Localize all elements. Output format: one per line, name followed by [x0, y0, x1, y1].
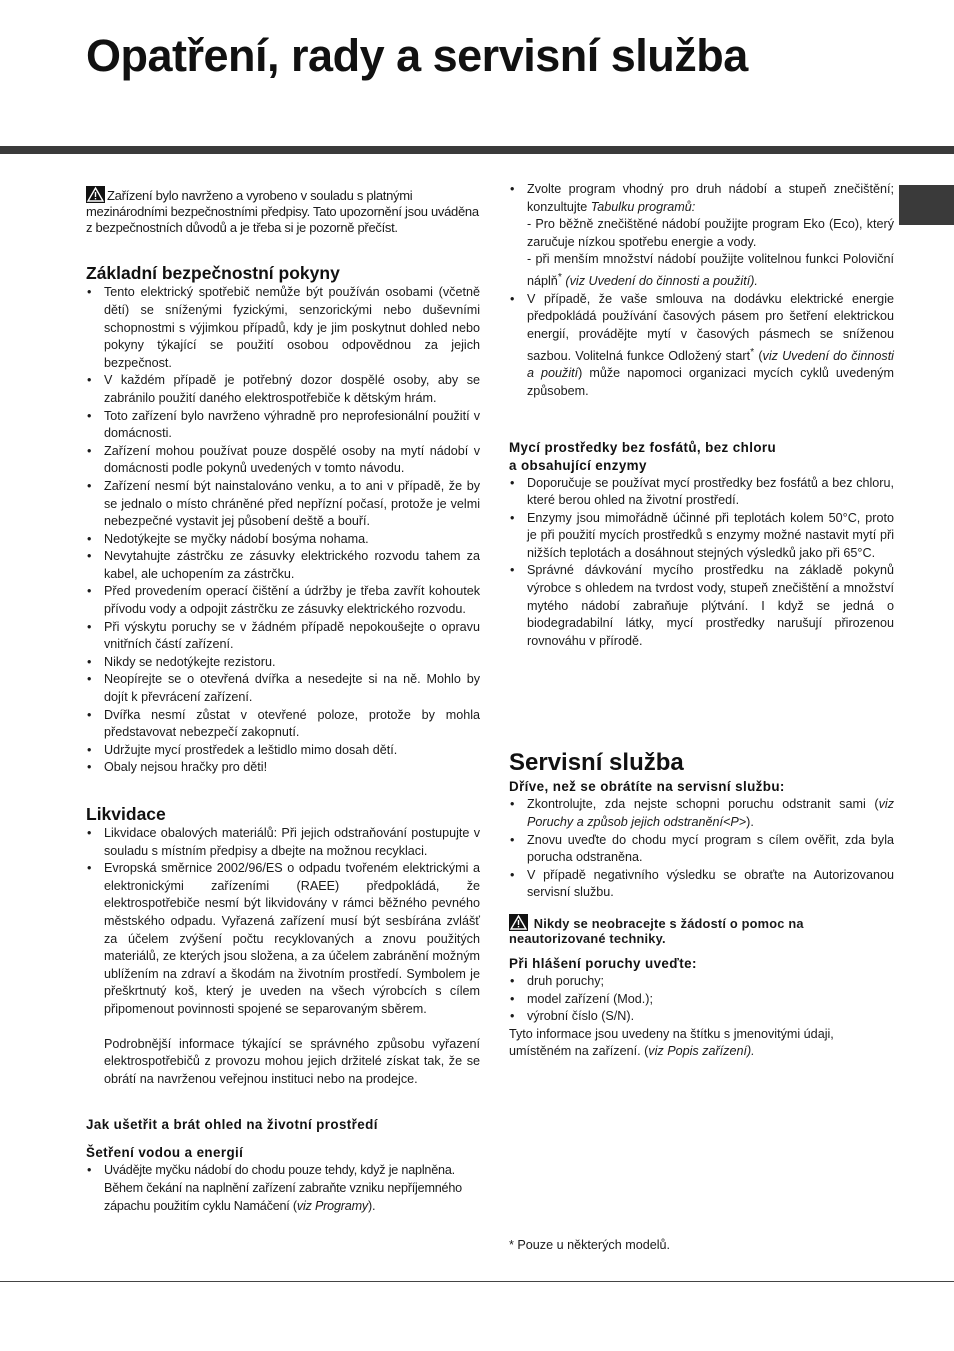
- list-item: • výrobní číslo (S/N).: [509, 1008, 894, 1026]
- half-load-text: [527, 251, 894, 290]
- operation-reference: (viz Uvedení do činnosti a použití).: [561, 274, 758, 289]
- intro-text: Zařízení bylo navrženo a vyrobeno v souladu s platnými mezinárodními bezpečnostními předpisy. Tato upozornění jsou uváděna z bezpečnostních důvodů a je třeba si je pozorně přečíst.: [86, 188, 479, 235]
- service-heading: Servisní služba: [509, 749, 684, 777]
- list-item: • Toto zařízení bylo navrženo výhradně pro neprofesionální použití v domácnosti.: [86, 408, 480, 443]
- list-item: • Neopírejte se o otevřená dvířka a nesedejte si na ně. Mohlo by dojít k převrácení zařízení.: [86, 671, 480, 706]
- list-item: • Udržujte mycí prostředek a leštidlo mimo dosah dětí.: [86, 742, 480, 760]
- disposal-heading: Likvidace: [86, 804, 166, 825]
- environment-heading: Jak ušetřit a brát ohled na životní prostředí: [86, 1117, 378, 1133]
- report-heading: Při hlášení poruchy uveďte:: [509, 956, 697, 971]
- troubleshooting-reference: viz Poruchy a způsob jejich odstranění<P>: [527, 797, 894, 830]
- environment-item1-text: Uvádějte myčku nádobí do chodu pouze tehdy, když je naplněna. Během čekání na naplnění zařízení zabraňte vzniku nepříjemného zápachu použitím cyklu Namáčení (: [104, 1163, 462, 1213]
- operation-reference: viz Uvedení do činnosti a použití: [527, 348, 894, 381]
- report-list: [509, 973, 894, 1026]
- list-item: • Nedotýkejte se myčky nádobí bosýma nohama.: [86, 531, 480, 549]
- list-item: • Před provedením operací čištění a údržby je třeba zavřít kohoutek přívodu vody a odpojit zástrčku ze zásuvky elektrického rozvodu.: [86, 583, 480, 618]
- intro-paragraph: [86, 186, 480, 235]
- list-item: • Obaly nejsou hračky pro děti!: [86, 759, 480, 777]
- list-item: • Likvidace obalových materiálů: Při jejich odstraňování postupujte v souladu s místním předpisy a dbejte na možnou recyklaci.: [86, 825, 480, 860]
- list-item: • Nevytahujte zástrčku ze zásuvky elektrického rozvodu tahem za kabel, ale uchopením za zástrčku.: [86, 548, 480, 583]
- programs-reference: viz Programy: [296, 1198, 368, 1213]
- service-item1-text: Zkontrolujte, zda nejste schopni poruchu odstranit sami (: [527, 797, 879, 812]
- environment-subheading: Šetření vodou a energií: [86, 1145, 244, 1161]
- disposal-directive-text: Evropská směrnice 2002/96/ES o odpadu tvořeném elektrickými a elektronickými zařízeními (RAEE) předpokládá, že elektrospotřebiče nesmí být likvidovány v rámci běžného pevného městského odpadu. Vyřazená zařízení musí být sesbírána zvlášť za účelem zvýšení počtu recyklovaných a znovu použitých materiálů, ze kterých jsou složena, a za účelem zabránění možným ublížením na zdraví a škodám na životním prostředí. Symbolem je přeškrtnutý koš, který je uveden na všech výrobcích s cílem připomenout povinnosti spojené se separovaným sběrem.: [104, 861, 480, 1016]
- list-item: • V případě, že vaše smlouva na dodávku elektrické energie předpokládá používání časových pásem pro šetření elektrickou energií, provádějte mytí v časových pásmech se sníženou sazbou. Volitelná funkce Odložený start* (viz Uvedení do činnosti a použití) může napomoci organizaci mycích cyklů uvedeným způsobem.: [509, 291, 894, 401]
- service-before-heading: Dříve, než se obrátíte na servisní službu:: [509, 779, 785, 795]
- page-title: Opatření, rady a servisní služba: [86, 30, 748, 81]
- service-warning: [509, 914, 894, 946]
- program-choice-text: Zvolte program vhodný pro druh nádobí a stupeň znečištění; konzultujte: [527, 182, 894, 214]
- warning-triangle-icon: [509, 914, 528, 931]
- left-column: [86, 186, 480, 1215]
- list-item: [86, 860, 480, 1088]
- program-table-reference: Tabulku programů:: [590, 199, 696, 214]
- delayed-start-text: V případě, že vaše smlouva na dodávku elektrické energie předpokládá používání časových pásem pro šetření elektrickou energií, provádějte mytí v časových pásmech se sníženou sazbou. Volitelná funkce Odložený start: [527, 291, 894, 363]
- list-item: • Při výskytu poruchy se v žádném případě nepokoušejte o opravu vnitřních částí zařízení.: [86, 619, 480, 654]
- list-item: • Enzymy jsou mimořádně účinné při teplotách kolem 50°C, proto je při použití mycích prostředků s enzymy možné nastavit mytí při nižších teplotách a dosáhnout stejných výsledků jako při 65°C.: [509, 510, 894, 563]
- service-warning-text: Nikdy se neobracejte s žádostí o pomoc na neautorizované techniky.: [509, 916, 804, 946]
- rating-plate-note: [509, 1026, 894, 1061]
- list-item: • Doporučuje se používat mycí prostředky bez fosfátů a bez chloru, které berou ohled na životní prostředí.: [509, 475, 894, 510]
- list-item: • druh poruchy;: [509, 973, 894, 991]
- list-item: • Dvířka nesmí zůstat v otevřené poloze, protože by mohla představovat nebezpečí zakopnutí.: [86, 707, 480, 742]
- list-item: • Správné dávkování mycího prostředku na základě pokynů výrobce s ohledem na tvrdost vody, stupeň znečištění a množství mytého nádobí zabraňuje plýtvání. I když se jedná o biodegradabilní látky, mycí prostředky narušují přirozenou rovnováhu v přírodě.: [509, 562, 894, 650]
- environment-list-continued: [509, 181, 894, 401]
- list-item: [509, 796, 894, 831]
- service-list: [509, 796, 894, 902]
- list-item: • Nikdy se nedotýkejte rezistoru.: [86, 654, 480, 672]
- detergents-heading-line2: a obsahující enzymy: [509, 457, 647, 473]
- rating-plate-text: Tyto informace jsou uvedeny na štítku s jmenovitými údaji, umístěném na zařízení. (: [509, 1026, 834, 1059]
- top-divider: [0, 146, 954, 154]
- side-tab-marker: [899, 185, 954, 225]
- detergents-list: [509, 475, 894, 651]
- environment-list: [86, 1162, 480, 1215]
- list-item: [86, 1162, 480, 1215]
- footnote-star: *: [750, 345, 755, 358]
- safety-heading: Základní bezpečnostní pokyny: [86, 263, 340, 284]
- delayed-start-end: může napomoci organizaci mycích cyklů uvedeným způsobem.: [527, 366, 894, 398]
- environment-item1-end: ).: [367, 1198, 376, 1213]
- right-column: [509, 181, 894, 1061]
- eco-program-text: - Pro běžně znečištěné nádobí použijte program Eko (Eco), který zaručuje nízkou spotřebu energie a vody.: [527, 217, 894, 249]
- footnote-star: *: [557, 270, 562, 283]
- list-item: • Tento elektrický spotřebič nemůže být používán osobami (včetně dětí) se sníženými fyzickými, senzorickými nebo duševními schopnostmi s výjimkou případů, kdy je jim poskytnut dohled nebo pokyny týkající se použití osobou odpovědnou za jejich bezpečnost.: [86, 284, 480, 372]
- detergents-heading-line1: Mycí prostředky bez fosfátů, bez chloru: [509, 439, 777, 455]
- list-item: • Znovu uveďte do chodu mycí program s cílem ověřit, zda byla porucha odstraněna.: [509, 832, 894, 867]
- disposal-more-info: Podrobnější informace týkající se správného způsobu vyřazení elektrospotřebičů z provozu mohou jejich držitelé získat tak, že se obrátí na navrženou veřejnou instituci nebo na prodejce.: [104, 1036, 480, 1086]
- list-item: [509, 181, 894, 291]
- list-item: • V případě negativního výsledku se obraťte na Autorizovanou servisní službu.: [509, 867, 894, 902]
- list-item: • Zařízení mohou používat pouze dospělé osoby na mytí nádobí v domácnosti podle pokynů uvedených v tomto návodu.: [86, 443, 480, 478]
- warning-triangle-icon: [86, 186, 105, 203]
- service-item1-end: ).: [746, 815, 754, 830]
- detergents-heading: [509, 439, 894, 475]
- list-item: • Zařízení nesmí být nainstalováno venku, a to ani v případě, že by se jednalo o místo chráněné před nepřízní počasí, protože je velmi nebezpečné vystavit jej působení deště a bouří.: [86, 478, 480, 531]
- disposal-list: [86, 825, 480, 1088]
- list-item: • V každém případě je potřebný dozor dospělé osoby, aby se zabránilo použití daného elektrospotřebiče k dětským hrám.: [86, 372, 480, 407]
- bottom-divider: [0, 1281, 954, 1282]
- safety-list: [86, 284, 480, 777]
- list-item: • model zařízení (Mod.);: [509, 991, 894, 1009]
- half-load-label: - při menším množství nádobí použijte volitelnou funkci Poloviční náplň: [527, 252, 894, 289]
- description-reference: viz Popis zařízení).: [648, 1044, 755, 1059]
- footnote: * Pouze u některých modelů.: [509, 1238, 671, 1252]
